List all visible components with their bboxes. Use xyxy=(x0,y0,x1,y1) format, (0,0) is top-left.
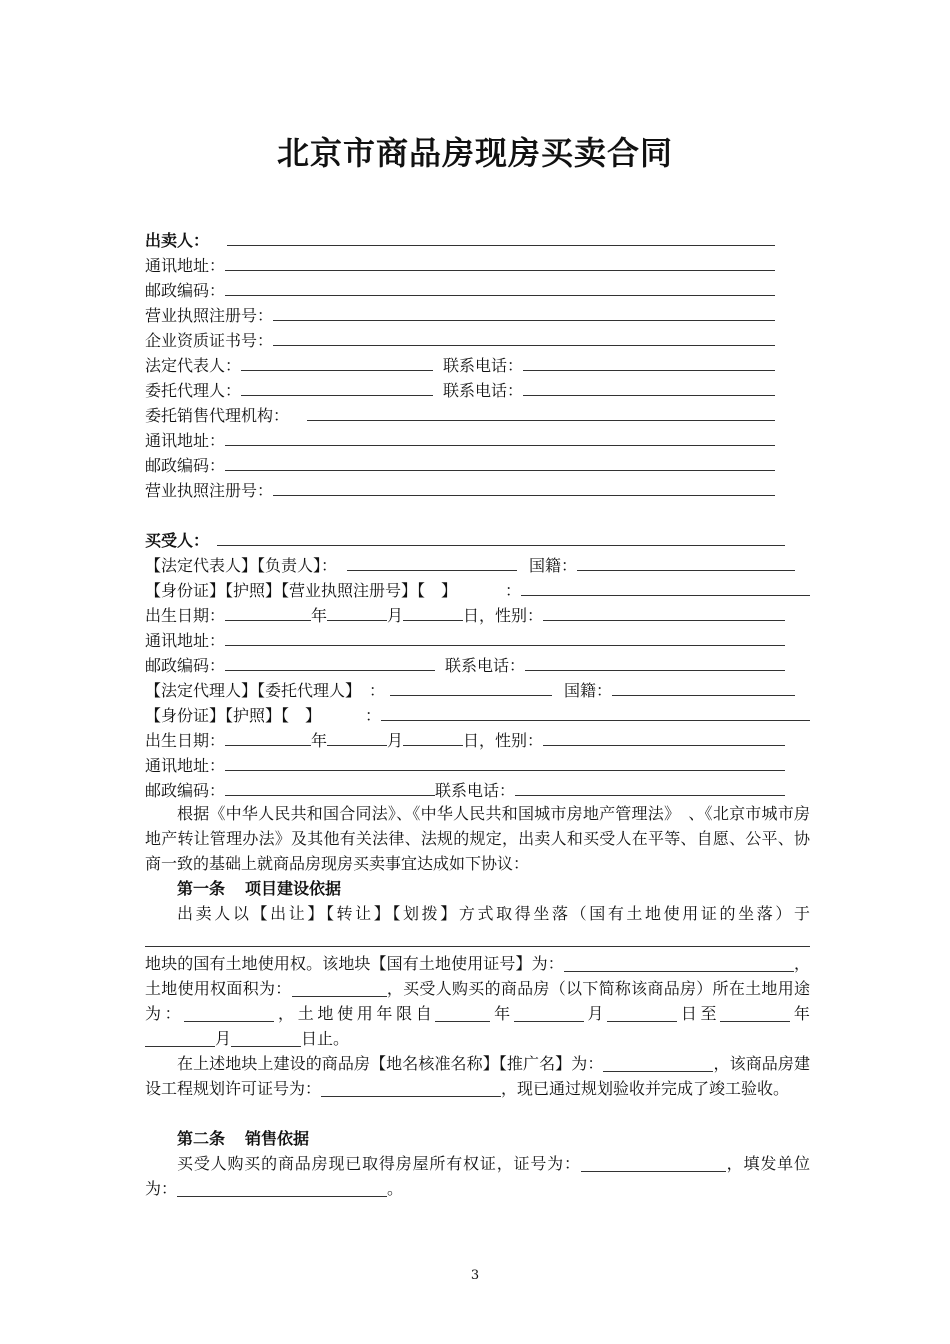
buyer-agent-field[interactable] xyxy=(390,679,552,696)
article-1-text-b: 地块的国有土地使用权。该地块【国有土地使用证号】为： xyxy=(145,954,564,973)
buyer-agent-birth-month-field[interactable] xyxy=(327,729,387,746)
land-term-end-year-field[interactable] xyxy=(720,1005,790,1022)
seller-postcode-field[interactable] xyxy=(225,279,775,296)
buyer-id-colon: ： xyxy=(505,581,522,600)
buyer-sex-field[interactable] xyxy=(543,604,785,621)
contract-body xyxy=(145,226,810,1201)
agency-address-field[interactable] xyxy=(225,429,775,446)
land-use-field[interactable] xyxy=(184,1005,274,1022)
seller-legal-rep-row xyxy=(145,351,810,376)
buyer-rep-label: 【法定代表人】【负责人】： xyxy=(145,556,338,575)
buyer-postcode-label: 邮政编码： xyxy=(145,656,226,675)
buyer-id-field[interactable] xyxy=(521,579,810,596)
buyer-birth-day-field[interactable] xyxy=(403,604,463,621)
article-1-text-c: ，土地使用权面积为： xyxy=(145,954,810,998)
planning-permit-field[interactable] xyxy=(321,1080,501,1097)
land-area-field[interactable] xyxy=(292,980,387,997)
article-1-p2-text-b: ，该商品房建设工程规划许可证号为： xyxy=(145,1054,810,1098)
buyer-agent-phone-label: 联系电话： xyxy=(435,781,516,800)
article-2-paragraph-1 xyxy=(145,1151,810,1201)
article-1-text-a: 出卖人以【出让】【转让】【划拨】方式取得坐落（国有土地使用证的坐落）于 xyxy=(177,904,810,923)
buyer-agent-address-row xyxy=(145,751,810,776)
buyer-name-field[interactable] xyxy=(217,529,785,546)
seller-row xyxy=(145,226,810,251)
buyer-agent-phone-field[interactable] xyxy=(515,779,785,796)
buyer-birth-month-field[interactable] xyxy=(327,604,387,621)
seller-license-field[interactable] xyxy=(273,304,775,321)
buyer-agent-id-colon: ： xyxy=(365,706,382,725)
buyer-agent-id-label: 【身份证】【护照】【 】 xyxy=(145,706,322,725)
buyer-rep-nationality-field[interactable] xyxy=(577,554,795,571)
seller-agent-phone-field[interactable] xyxy=(523,379,775,396)
seller-address-row xyxy=(145,251,810,276)
buyer-agent-birth-day-field[interactable] xyxy=(403,729,463,746)
seller-legal-rep-label: 法定代表人： xyxy=(145,356,242,375)
article-1-month-1: 月 xyxy=(583,1004,608,1023)
article-2-text-b: ，填发单位为： xyxy=(145,1154,810,1198)
article-1-p2-text-c: ，现已通过规划验收并完成了竣工验收。 xyxy=(501,1079,790,1098)
seller-agent-field[interactable] xyxy=(241,379,433,396)
seller-license-row xyxy=(145,301,810,326)
land-term-end-month-field[interactable] xyxy=(145,1030,215,1047)
buyer-birth-label: 出生日期： xyxy=(145,606,226,625)
ownership-cert-field[interactable] xyxy=(581,1155,726,1172)
project-name-field[interactable] xyxy=(603,1055,713,1072)
buyer-agent-birth-row xyxy=(145,726,810,751)
preamble-paragraph: 根据《中华人民共和国合同法》、《中华人民共和国城市房地产管理法》 、《北京市城市房地产转让管理办法》及其他有关法律、法规的规定，出卖人和买受人在平等、自愿、公平、协商一致的基础上就商品房现房买卖事宜达成如下协议： xyxy=(145,804,810,873)
seller-agent-row xyxy=(145,376,810,401)
seller-license-label: 营业执照注册号： xyxy=(145,306,274,325)
buyer-birth-year-label: 年 xyxy=(311,606,328,625)
buyer-postcode-row xyxy=(145,651,810,676)
buyer-rep-nationality-label: 国籍： xyxy=(529,556,578,575)
land-term-end-day-field[interactable] xyxy=(231,1030,301,1047)
agency-postcode-row xyxy=(145,451,810,476)
article-1-heading xyxy=(145,876,810,901)
buyer-birth-row xyxy=(145,601,810,626)
buyer-address-field[interactable] xyxy=(225,629,785,646)
land-term-start-month-field[interactable] xyxy=(514,1005,584,1022)
buyer-phone-label: 联系电话： xyxy=(445,656,526,675)
article-1-text-e: ，土地使用年限自 xyxy=(274,1004,436,1023)
article-1-end: 日止。 xyxy=(301,1029,350,1048)
article-2-number: 第二条 xyxy=(177,1129,226,1148)
buyer-birth-month-label: 月 xyxy=(387,606,404,625)
article-2-heading xyxy=(145,1126,810,1151)
agency-address-label: 通讯地址： xyxy=(145,431,226,450)
agency-license-field[interactable] xyxy=(273,479,775,496)
agency-license-row xyxy=(145,476,810,501)
agency-address-row xyxy=(145,426,810,451)
article-1-title: 项目建设依据 xyxy=(245,879,342,898)
buyer-id-row xyxy=(145,576,810,601)
buyer-address-label: 通讯地址： xyxy=(145,631,226,650)
article-1-p2-text-a: 在上述地块上建设的商品房【地名核准名称】【推广名】为： xyxy=(177,1054,604,1073)
buyer-birth-year-field[interactable] xyxy=(225,604,311,621)
article-1-year-2: 年 xyxy=(790,1004,810,1023)
seller-name-field[interactable] xyxy=(227,229,775,246)
article-2-text-a: 买受人购买的商品房现已取得房屋所有权证，证号为： xyxy=(177,1154,581,1173)
buyer-phone-field[interactable] xyxy=(525,654,785,671)
buyer-agent-nationality-label: 国籍： xyxy=(564,681,613,700)
issuing-authority-field[interactable] xyxy=(177,1180,387,1197)
seller-qualification-field[interactable] xyxy=(273,329,775,346)
buyer-address-row xyxy=(145,626,810,651)
buyer-agent-label: 【法定代理人】【委托代理人】 ： xyxy=(145,681,386,700)
sales-agency-field[interactable] xyxy=(307,404,775,421)
article-2-end: 。 xyxy=(387,1179,404,1198)
page-number: 3 xyxy=(470,1268,480,1283)
buyer-agent-address-field[interactable] xyxy=(225,754,785,771)
agency-postcode-field[interactable] xyxy=(225,454,775,471)
buyer-agent-birth-year-label: 年 xyxy=(311,731,328,750)
buyer-agent-postcode-field[interactable] xyxy=(225,779,435,796)
buyer-agent-birth-label: 出生日期： xyxy=(145,731,226,750)
buyer-agent-postcode-label: 邮政编码： xyxy=(145,781,226,800)
seller-agent-label: 委托代理人： xyxy=(145,381,242,400)
agency-license-label: 营业执照注册号： xyxy=(145,481,274,500)
seller-address-label: 通讯地址： xyxy=(145,256,226,275)
buyer-agent-nationality-field[interactable] xyxy=(612,679,795,696)
buyer-agent-id-row xyxy=(145,701,810,726)
buyer-birth-day-sex-label: 日，性别： xyxy=(463,606,544,625)
land-term-start-day-field[interactable] xyxy=(607,1005,677,1022)
seller-qualification-row xyxy=(145,326,810,351)
buyer-rep-row xyxy=(145,551,810,576)
article-1-day-to: 日至 xyxy=(677,1004,721,1023)
seller-label: 出卖人： xyxy=(145,231,210,250)
buyer-rep-field[interactable] xyxy=(347,554,517,571)
buyer-agent-birth-month-label: 月 xyxy=(387,731,404,750)
buyer-id-label: 【身份证】【护照】【营业执照注册号】【 】 xyxy=(145,581,458,600)
article-1-text-d: ，买受人购买的商品房（以下简称该商品房）所在土地用途为： xyxy=(145,979,810,1023)
article-1-month-2: 月 xyxy=(215,1029,232,1048)
buyer-agent-birth-year-field[interactable] xyxy=(225,729,311,746)
sales-agency-label: 委托销售代理机构： xyxy=(145,406,290,425)
article-1-paragraph-1 xyxy=(145,901,810,1051)
seller-legal-rep-field[interactable] xyxy=(241,354,433,371)
agency-postcode-label: 邮政编码： xyxy=(145,456,226,475)
buyer-agent-sex-field[interactable] xyxy=(543,729,785,746)
seller-qualification-label: 企业资质证书号： xyxy=(145,331,274,350)
buyer-postcode-field[interactable] xyxy=(225,654,435,671)
seller-postcode-row xyxy=(145,276,810,301)
buyer-agent-postcode-row xyxy=(145,776,810,801)
buyer-row xyxy=(145,526,810,551)
article-1-paragraph-2 xyxy=(145,1051,810,1101)
contract-title: 北京市商品房现房买卖合同 xyxy=(276,134,673,172)
buyer-agent-birth-day-sex-label: 日，性别： xyxy=(463,731,544,750)
buyer-label: 买受人： xyxy=(145,531,210,550)
article-1-number: 第一条 xyxy=(177,879,226,898)
seller-agent-phone-label: 联系电话： xyxy=(443,381,524,400)
seller-legal-rep-phone-label: 联系电话： xyxy=(443,356,524,375)
article-1-year-1: 年 xyxy=(490,1004,514,1023)
seller-address-field[interactable] xyxy=(225,254,775,271)
land-location-field[interactable] xyxy=(145,930,810,947)
buyer-agent-row xyxy=(145,676,810,701)
buyer-agent-id-field[interactable] xyxy=(381,704,810,721)
land-cert-number-field[interactable] xyxy=(564,955,794,972)
buyer-agent-address-label: 通讯地址： xyxy=(145,756,226,775)
seller-legal-rep-phone-field[interactable] xyxy=(523,354,775,371)
article-2-title: 销售依据 xyxy=(245,1129,310,1148)
sales-agency-row xyxy=(145,401,810,426)
seller-postcode-label: 邮政编码： xyxy=(145,281,226,300)
land-term-start-year-field[interactable] xyxy=(435,1005,490,1022)
